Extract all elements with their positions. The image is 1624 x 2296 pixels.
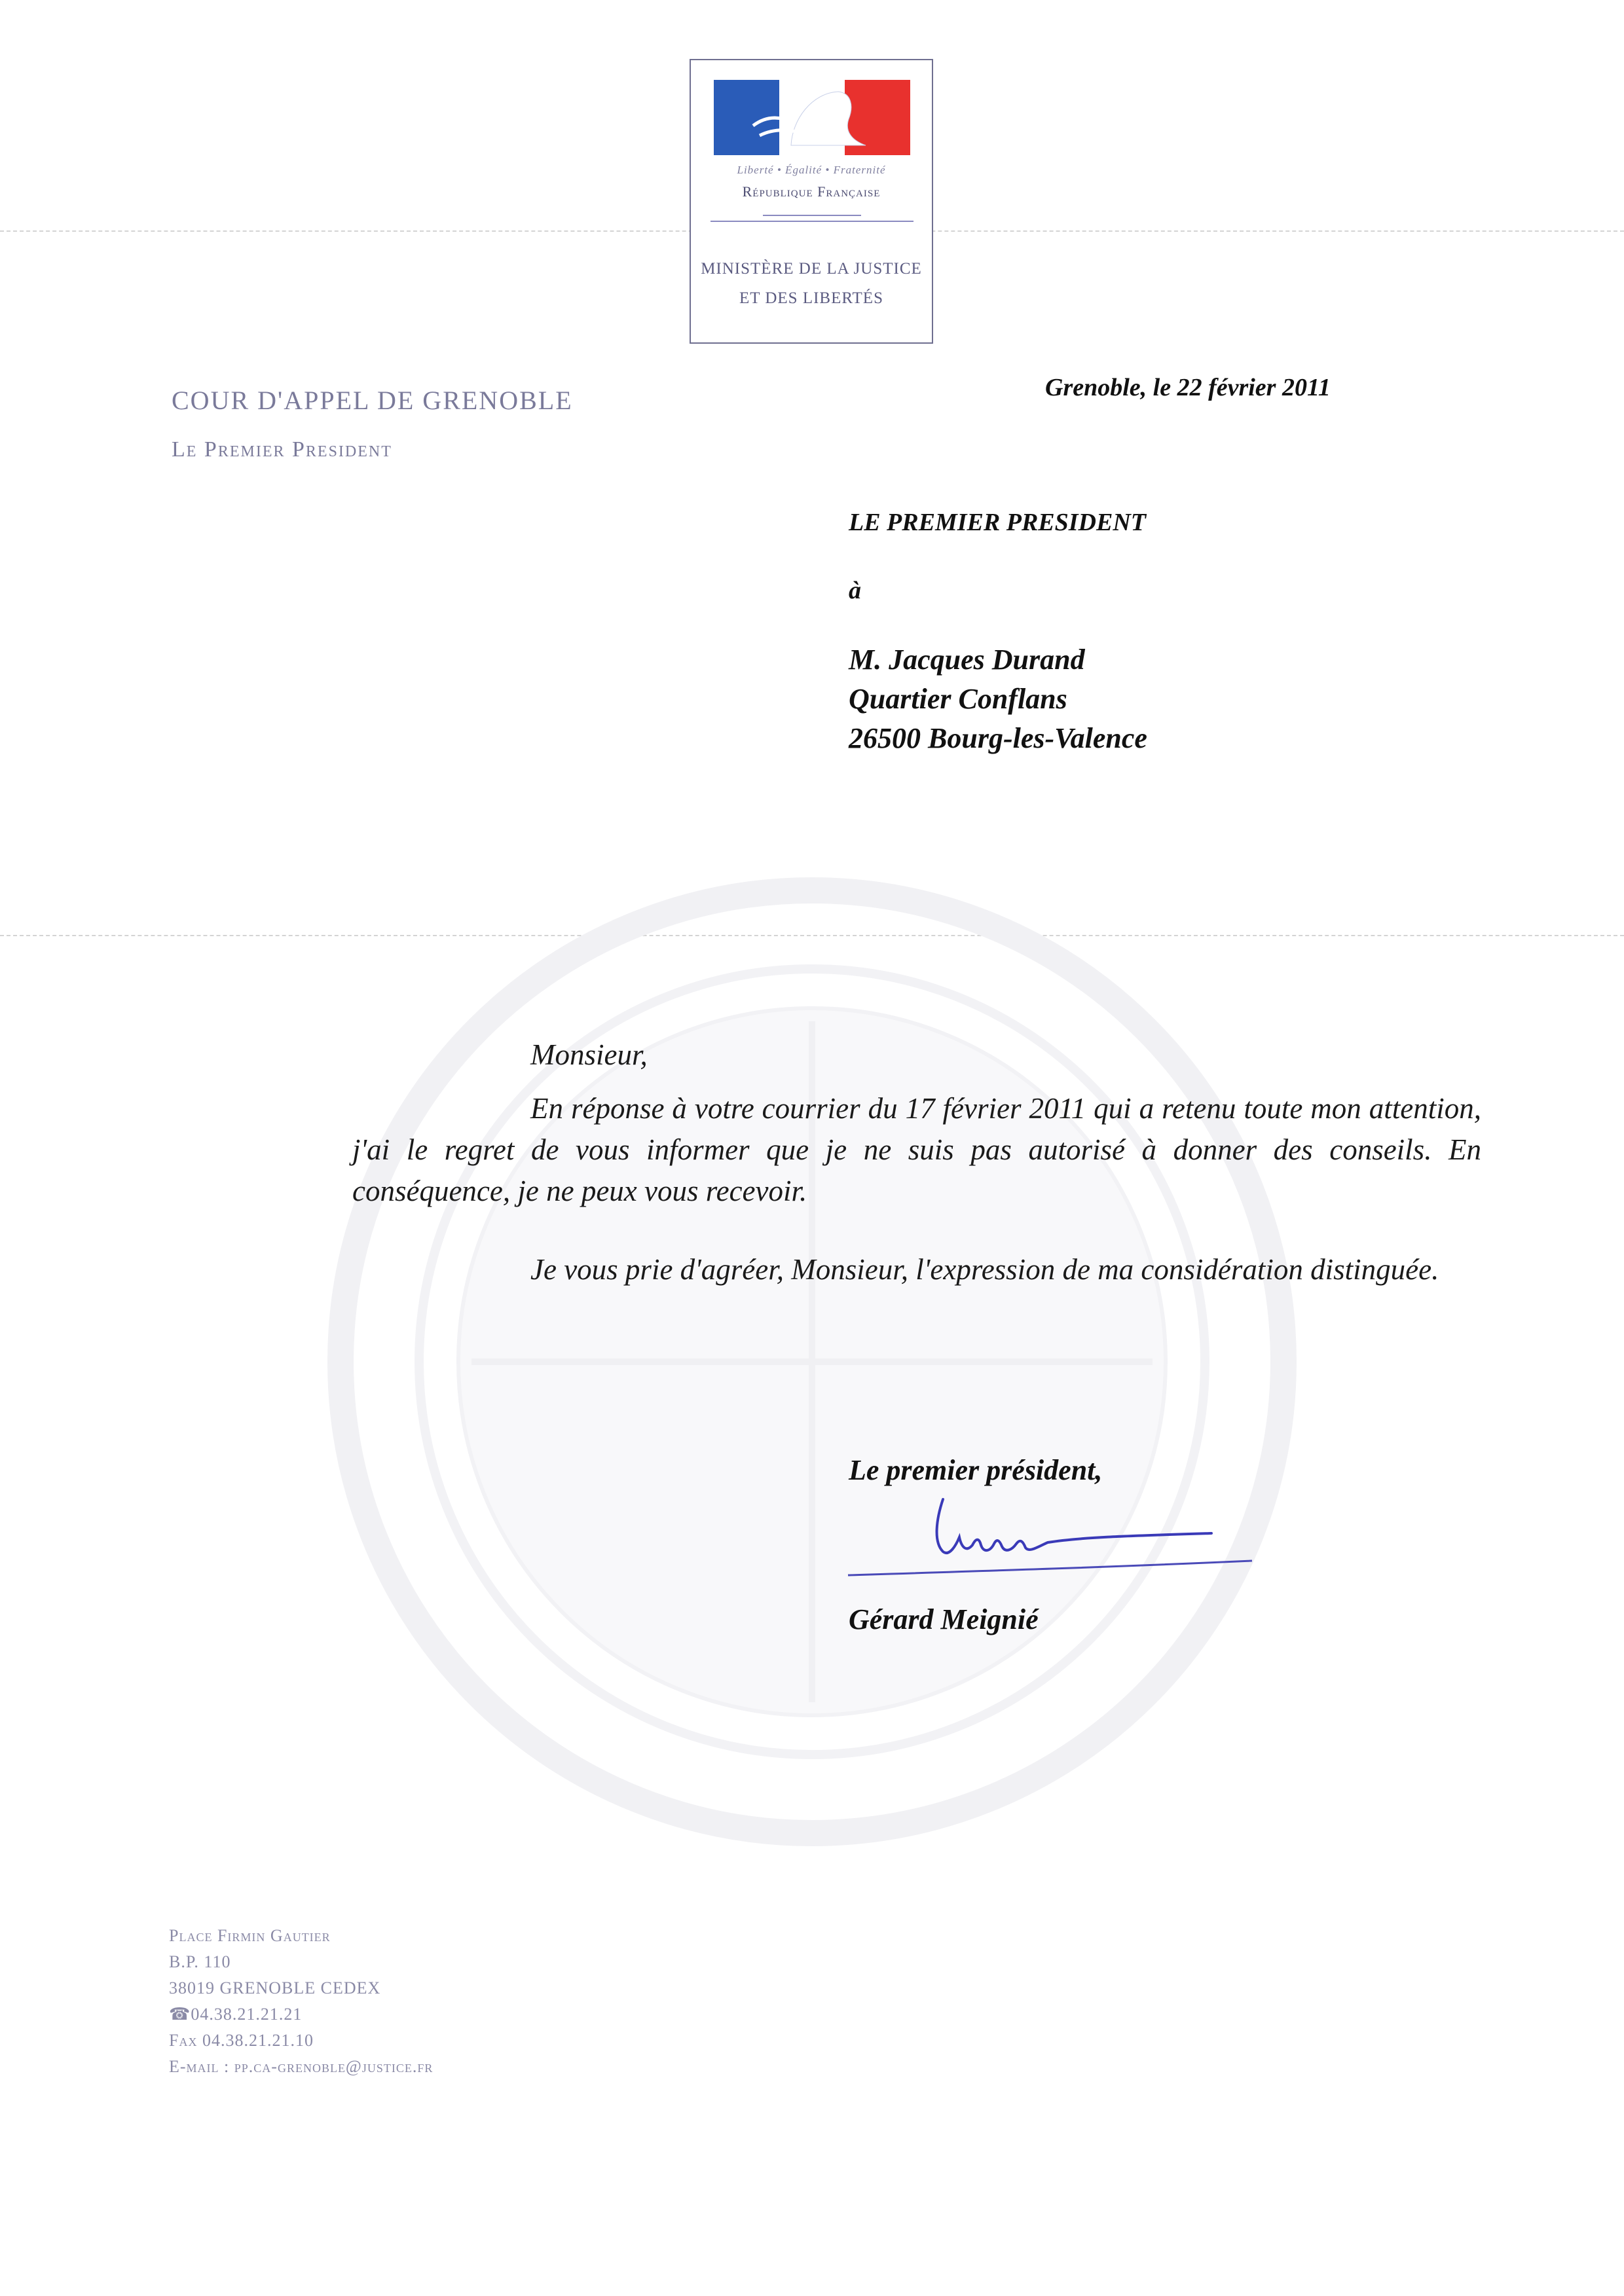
logo-republic: République Française [742, 183, 881, 200]
court-subtitle: Le Premier President [172, 437, 392, 462]
court-name: COUR D'APPEL DE GRENOBLE [172, 386, 573, 415]
body-paragraph-2: Je vous prie d'agréer, Monsieur, l'expression de ma considération distinguée. [530, 1253, 1439, 1286]
recipient-city: 26500 Bourg-les-Valence [849, 722, 1147, 754]
footer-address-line-3: 38019 GRENOBLE CEDEX [169, 1978, 381, 1997]
sender-line: LE PREMIER PRESIDENT [849, 509, 1146, 536]
to-word: à [849, 577, 861, 604]
court-seal-watermark [327, 877, 1297, 1846]
phone-icon: ☎ [169, 2005, 191, 2024]
logo-ministry-line2: ET DES LIBERTÉS [739, 289, 883, 307]
logo-separator [763, 215, 861, 216]
logo-ministry-line1: MINISTÈRE DE LA JUSTICE [701, 260, 922, 278]
letter-date: Grenoble, le 22 février 2011 [1045, 374, 1331, 401]
logo-motto: Liberté • Égalité • Fraternité [737, 164, 886, 176]
republique-francaise-logo [690, 59, 933, 344]
recipient-name: M. Jacques Durand [849, 644, 1085, 676]
footer-phone-number: 04.38.21.21.21 [191, 2005, 303, 2024]
logo-separator [710, 221, 913, 222]
recipient-street: Quartier Conflans [849, 683, 1067, 715]
footer-address-line-1: Place Firmin Gautier [169, 1926, 331, 1945]
marianne-flag-icon [714, 80, 910, 155]
signature-title: Le premier président, [849, 1454, 1103, 1486]
footer-address-line-2: B.P. 110 [169, 1952, 231, 1971]
salutation: Monsieur, [530, 1038, 648, 1071]
footer-fax: Fax 04.38.21.21.10 [169, 2031, 314, 2050]
footer-phone [169, 2005, 302, 2024]
body-paragraph-1: En réponse à votre courrier du 17 février 2011 qui a retenu toute mon attention, j'ai le regret de vous informer que je ne suis pas autorisé à donner des conseils. En conséquence, je ne peux vous recevoir. [352, 1092, 1481, 1207]
handwritten-signature [845, 1480, 1270, 1584]
footer-email: E-mail : pp.ca-grenoble@justice.fr [169, 2057, 434, 2076]
signatory-name: Gérard Meignié [849, 1603, 1039, 1635]
